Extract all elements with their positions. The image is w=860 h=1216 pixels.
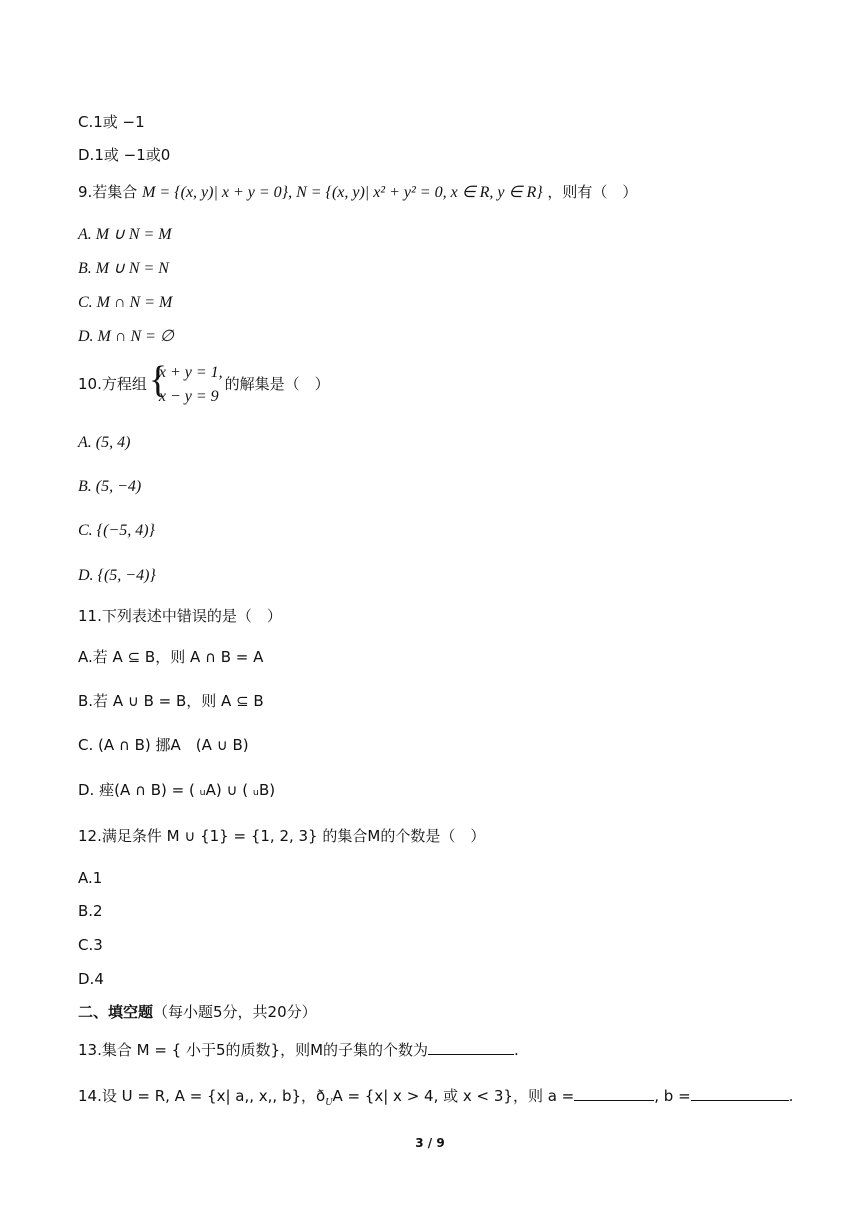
question-end: . [514, 1041, 519, 1059]
answer-blank-b[interactable] [691, 1086, 789, 1101]
question-suffix: ，则有（ ） [547, 183, 638, 201]
option-text: C. M ∩ N = M [78, 294, 173, 311]
q11-option-c [78, 735, 249, 755]
q14-stem [78, 1086, 793, 1113]
question-mid: , b = [654, 1087, 691, 1105]
question-prefix: 9.若集合 [78, 183, 138, 201]
option-text: A.若 A ⊆ B，则 A ∩ B = A [78, 648, 264, 666]
q9-option-d [78, 326, 174, 347]
q13-stem [78, 1040, 519, 1060]
option-text: C. {(−5, 4)} [78, 522, 155, 539]
q12-option-d [78, 969, 104, 989]
option-text: B.2 [78, 902, 103, 920]
option-text: B.若 A ∪ B = B，则 A ⊆ B [78, 692, 264, 710]
question-prefix: 10.方程组 [78, 375, 147, 393]
option-text: A. M ∪ N = M [78, 226, 172, 243]
question-text: 12.满足条件 M ∪ {1} = {1, 2, 3} 的集合M的个数是（ ） [78, 827, 486, 845]
q11-option-d [78, 780, 275, 800]
option-text: D.1或 −1或0 [78, 146, 171, 164]
q11-option-b [78, 691, 264, 711]
question-text: 14.设 U = R, A = {x| a,, x,, b}，ð [78, 1087, 326, 1105]
answer-blank[interactable] [428, 1040, 514, 1055]
equation-system [149, 361, 223, 409]
question-text: 11.下列表述中错误的是（ ） [78, 607, 282, 625]
q9-option-a [78, 224, 172, 245]
q10-option-d [78, 565, 156, 586]
section-note: （每小题5分，共20分） [153, 1003, 317, 1021]
q10-option-c [78, 520, 155, 541]
equation-2: x − y = 9 [158, 388, 219, 405]
section-title: 二、填空题 [78, 1003, 154, 1021]
option-text: C. (A ∩ B) 挪A (A ∪ B) [78, 736, 249, 754]
q11-stem [78, 606, 282, 626]
q10-stem [78, 360, 330, 409]
page-number: 3 / 9 [415, 1136, 445, 1150]
q10-option-b [78, 476, 141, 497]
option-text: D. {(5, −4)} [78, 567, 156, 584]
option-text: A. (5, 4) [78, 434, 131, 451]
option-text: D.4 [78, 970, 104, 988]
q12-option-c [78, 935, 103, 955]
question-end: . [788, 1087, 794, 1105]
question-math: M = {(x, y)| x + y = 0}, N = {(x, y)| x² + y² = 0, x ∈ R, y ∈ R} [142, 184, 543, 201]
section-heading [78, 1002, 317, 1022]
question-text-2: A = {x| x > 4, 或 x < 3}，则 a = [332, 1087, 575, 1105]
option-text: B. M ∪ N = N [78, 260, 169, 277]
q8-option-c [78, 112, 145, 132]
left-brace-icon: { [148, 359, 168, 401]
q11-option-a [78, 647, 263, 667]
option-text: D. 痤(A ∩ B) = ( ᵤA) ∪ ( ᵤB) [78, 781, 276, 799]
question-suffix: 的解集是（ ） [224, 375, 330, 393]
option-text: C.3 [78, 936, 103, 954]
q9-option-b [78, 258, 169, 279]
q10-option-a [78, 432, 130, 453]
q12-option-a [78, 868, 102, 888]
question-text: 13.集合 M = { 小于5的质数}，则M的子集的个数为 [78, 1041, 429, 1059]
q12-option-b [78, 901, 103, 921]
q9-option-c [78, 292, 172, 313]
q8-option-d [78, 145, 170, 165]
equation-1: x + y = 1, [158, 364, 223, 381]
subscript: U [325, 1097, 333, 1108]
option-text: D. M ∩ N = ∅ [78, 328, 174, 345]
answer-blank-a[interactable] [574, 1086, 654, 1101]
option-text: B. (5, −4) [78, 478, 142, 495]
q12-stem [78, 826, 485, 846]
option-text: A.1 [78, 869, 103, 887]
option-text: C.1或 −1 [78, 113, 145, 131]
q9-stem [78, 182, 637, 203]
